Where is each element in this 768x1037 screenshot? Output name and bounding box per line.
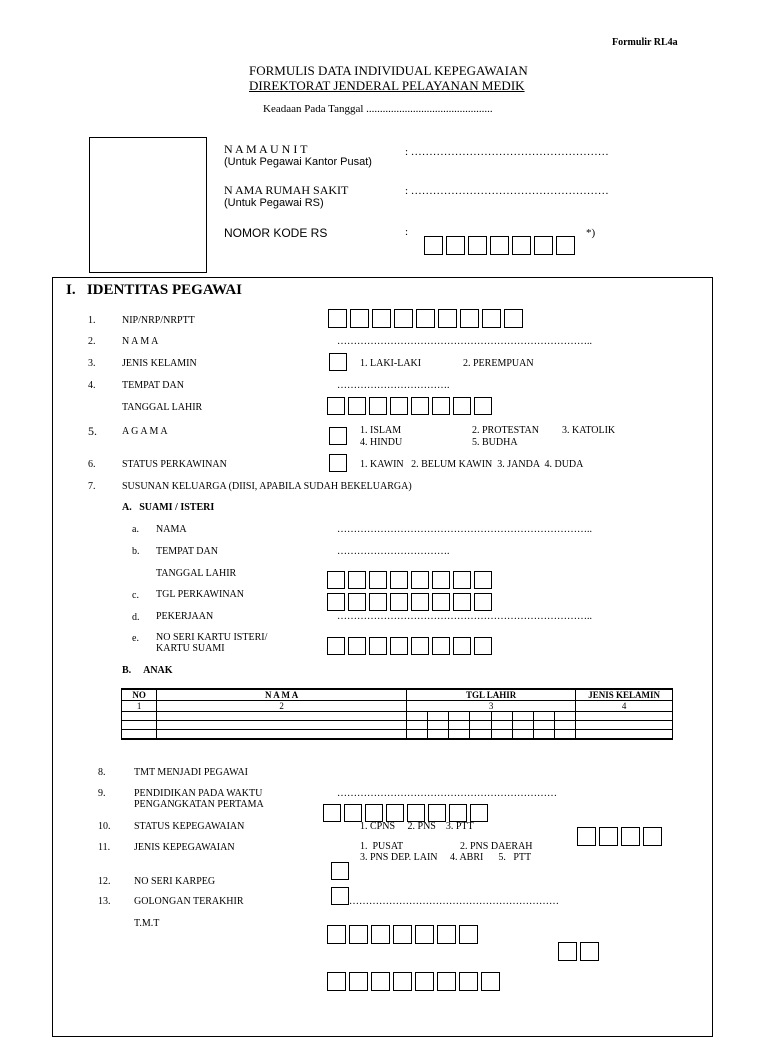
option-budha: 5. BUDHA: [472, 437, 518, 448]
anak-title: B. ANAK: [122, 665, 173, 676]
jenis-kepegawaian-options: 3. PNS DEP. LAIN 4. ABRI 5. PTT: [360, 852, 532, 863]
tgl-perkawinan-label: TGL PERKAWINAN: [156, 589, 244, 600]
table-row[interactable]: [122, 712, 673, 721]
option-pusat: 1. PUSAT: [360, 841, 404, 852]
jenis-kepegawaian-box[interactable]: [331, 862, 349, 880]
jenis-kepegawaian-label: JENIS KEPEGAWAIAN: [134, 842, 235, 853]
nama-field[interactable]: …………………………………………………………………..: [337, 336, 592, 347]
sub-letter: a.: [132, 524, 139, 535]
sub-letter: d.: [132, 612, 140, 623]
golongan-boxes[interactable]: [558, 942, 602, 961]
form-title: FORMULIS DATA INDIVIDUAL KEPEGAWAIAN: [249, 63, 528, 78]
table-row[interactable]: [122, 721, 673, 730]
tanggal-lahir-label: TANGGAL LAHIR: [122, 402, 203, 413]
pendidikan-label-2: PENGANGKATAN PERTAMA: [134, 799, 264, 810]
pekerjaan-field[interactable]: …………………………………………………………………..: [337, 611, 592, 622]
option-hindu: 4. HINDU: [360, 437, 403, 448]
rs-value[interactable]: : ………………………………………………: [405, 185, 609, 197]
rs-note: (Untuk Pegawai RS): [224, 197, 324, 209]
karpeg-box[interactable]: [331, 887, 349, 905]
col-number: 1: [122, 701, 157, 712]
col-header-jenis-kelamin: JENIS KELAMIN: [576, 689, 673, 701]
agama-box[interactable]: [329, 427, 347, 445]
status-perkawinan-box[interactable]: [329, 454, 347, 472]
karpeg-label: NO SERI KARPEG: [134, 876, 216, 887]
unit-label: N A M A U N I T: [224, 142, 308, 156]
pendidikan-boxes[interactable]: [323, 804, 491, 822]
item-number: 7.: [88, 481, 96, 492]
pasangan-tempat-label: TEMPAT DAN: [156, 546, 218, 557]
item-number: 8.: [98, 767, 106, 778]
form-subtitle: DIREKTORAT JENDERAL PELAYANAN MEDIK: [249, 78, 525, 93]
pasangan-tanggal-lahir-boxes[interactable]: [327, 571, 495, 589]
item-number: 1.: [88, 315, 96, 326]
tmt-boxes[interactable]: [327, 925, 481, 944]
item-number: 9.: [98, 788, 106, 799]
option-protestan: 2. PROTESTAN: [472, 425, 539, 436]
item-number: 10.: [98, 821, 111, 832]
date-line: Keadaan Pada Tanggal ..............................................: [263, 103, 493, 115]
suami-isteri-title: A. SUAMI / ISTERI: [122, 502, 215, 513]
pendidikan-label: PENDIDIKAN PADA WAKTU: [134, 788, 263, 799]
item-number: 2.: [88, 336, 96, 347]
col-number: 4: [576, 701, 673, 712]
sub-letter: b.: [132, 546, 140, 557]
tmt-pegawai-label: TMT MENJADI PEGAWAI: [134, 767, 249, 778]
status-perkawinan-label: STATUS PERKAWINAN: [122, 459, 227, 470]
col-header-nama: N A M A: [157, 689, 407, 701]
option-islam: 1. ISLAM: [360, 425, 402, 436]
status-kepegawaian-boxes[interactable]: [577, 827, 665, 846]
item-number: 12.: [98, 876, 111, 887]
susunan-keluarga-label: SUSUNAN KELUARGA (DIISI, APABILA SUDAH BEKELUARGA): [122, 481, 412, 492]
col-number: 3: [407, 701, 576, 712]
kode-label: NOMOR KODE RS: [224, 226, 328, 240]
sub-letter: e.: [132, 633, 139, 644]
col-header-tgl-lahir: TGL LAHIR: [407, 689, 576, 701]
section-title: I. IDENTITAS PEGAWAI: [66, 282, 243, 298]
option-perempuan: 2. PEREMPUAN: [463, 358, 534, 369]
tempat-field[interactable]: …………………………….: [337, 380, 450, 391]
item-number: 5.: [88, 424, 97, 438]
anak-table: [121, 688, 673, 740]
item-number: 6.: [88, 459, 96, 470]
kode-rs-boxes[interactable]: [424, 236, 578, 255]
sub-letter: c.: [132, 590, 139, 601]
rs-label: N AMA RUMAH SAKIT: [224, 183, 349, 197]
status-kepegawaian-options: 1. CPNS 2. PNS 3. PTT: [360, 821, 474, 832]
nip-label: NIP/NRP/NRPTT: [122, 315, 195, 326]
tempat-label: TEMPAT DAN: [122, 380, 184, 391]
nip-boxes[interactable]: [328, 309, 526, 328]
col-number: 2: [157, 701, 407, 712]
option-pns-daerah: 2. PNS DAERAH: [460, 841, 533, 852]
kode-note: *): [586, 227, 596, 239]
status-perkawinan-options: 1. KAWIN 2. BELUM KAWIN 3. JANDA 4. DUDA: [360, 459, 584, 470]
extra-boxes[interactable]: [327, 972, 503, 991]
tmt-label: T.M.T: [134, 918, 160, 929]
item-number: 13.: [98, 896, 111, 907]
pasangan-tanggal-lahir-label: TANGGAL LAHIR: [156, 568, 237, 579]
option-katolik: 3. KATOLIK: [562, 425, 616, 436]
form-code: Formulir RL4a: [612, 37, 678, 48]
option-laki-laki: 1. LAKI-LAKI: [360, 358, 422, 369]
kartu-label-2: KARTU SUAMI: [156, 643, 225, 654]
item-number: 3.: [88, 358, 96, 369]
item-number: 11.: [98, 842, 111, 853]
unit-note: (Untuk Pegawai Kantor Pusat): [224, 156, 372, 168]
pasangan-nama-field[interactable]: …………………………………………………………………..: [337, 524, 592, 535]
col-header-no: NO: [122, 689, 157, 701]
golongan-label: GOLONGAN TERAKHIR: [134, 896, 244, 907]
tanggal-lahir-boxes[interactable]: [327, 397, 495, 415]
jenis-kelamin-label: JENIS KELAMIN: [122, 358, 197, 369]
nama-label: N A M A: [122, 336, 159, 347]
tgl-perkawinan-boxes[interactable]: [327, 593, 495, 611]
item-number: 4.: [88, 380, 96, 391]
pekerjaan-label: PEKERJAAN: [156, 611, 214, 622]
kartu-label: NO SERI KARTU ISTERI/: [156, 632, 268, 643]
unit-value[interactable]: : ………………………………………………: [405, 146, 609, 158]
table-row[interactable]: [122, 730, 673, 740]
kartu-boxes[interactable]: [327, 637, 495, 655]
photo-box: [89, 137, 207, 273]
pasangan-tempat-field[interactable]: …………………………….: [337, 546, 450, 557]
pendidikan-field[interactable]: …………………………………………………………: [337, 788, 557, 799]
kode-colon: :: [405, 226, 409, 238]
golongan-field[interactable]: ………………………………………………………: [349, 896, 559, 907]
status-kepegawaian-label: STATUS KEPEGAWAIAN: [134, 821, 245, 832]
agama-label: A G A M A: [122, 426, 168, 437]
jenis-kelamin-box[interactable]: [329, 353, 347, 371]
pasangan-nama-label: NAMA: [156, 524, 187, 535]
